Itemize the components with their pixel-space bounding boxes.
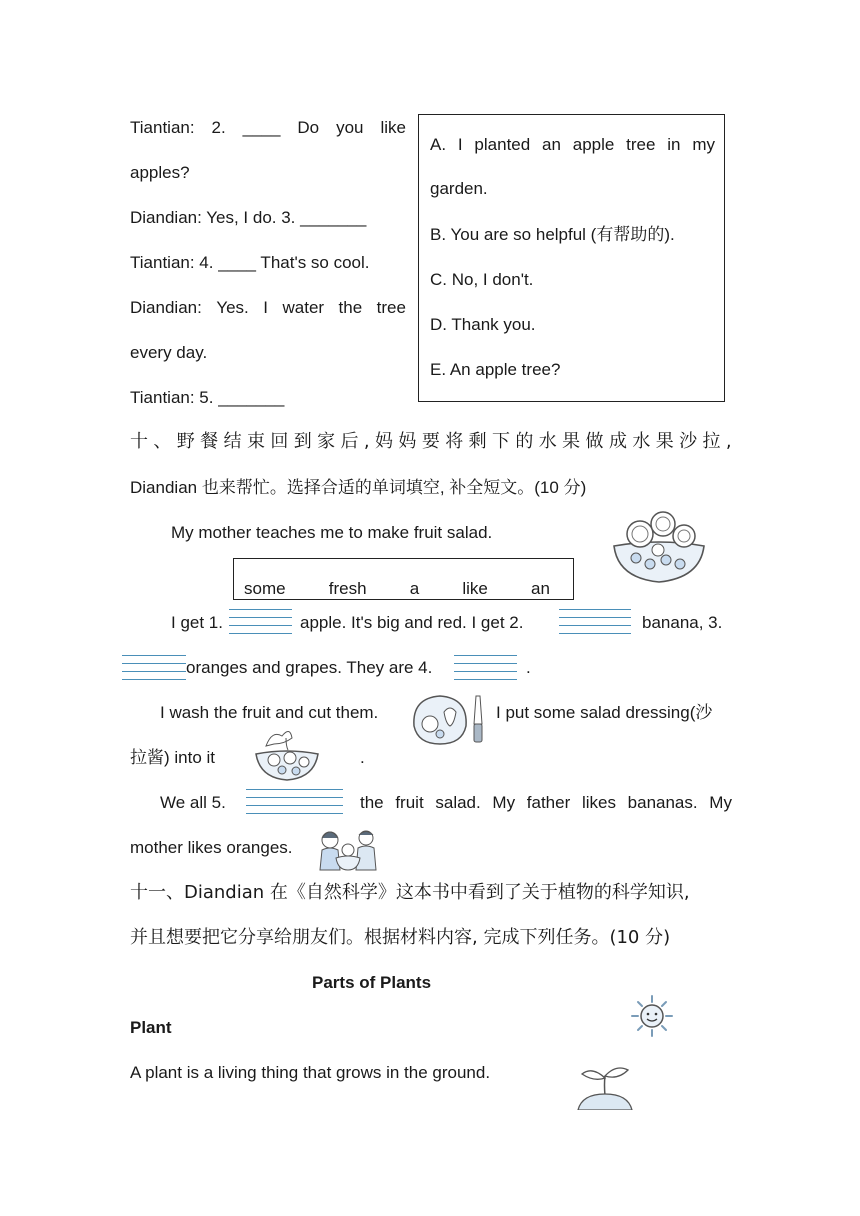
p1-text-c: banana, 3. xyxy=(642,613,723,632)
heading-char: 果 xyxy=(562,431,581,452)
dialogue-line-1b: apples? xyxy=(130,163,190,182)
cutting-fruit-image xyxy=(410,690,490,746)
heading-char: 、 xyxy=(153,431,172,452)
sprout-icon xyxy=(576,1064,634,1110)
heading-char: 成 xyxy=(608,431,627,452)
section11-heading-line1: 十一、Diandian 在《自然科学》这本书中看到了关于植物的科学知识, xyxy=(130,882,690,903)
word: tree xyxy=(376,298,406,317)
p1-text-e: . xyxy=(526,658,531,677)
p2-text-a: I wash the fruit and cut them. xyxy=(160,703,379,722)
blank-1[interactable] xyxy=(229,609,292,641)
word-bank-item[interactable]: like xyxy=(462,579,488,598)
word: I xyxy=(263,298,268,317)
heading-char: 做 xyxy=(585,431,604,452)
passage-title: Parts of Plants xyxy=(312,973,432,992)
word: My xyxy=(492,793,516,812)
heading-char: 到 xyxy=(293,431,312,452)
p2-text-c: 拉酱) into it xyxy=(130,748,216,767)
word-bank-item[interactable]: an xyxy=(531,579,550,598)
dialogue-line-4 xyxy=(130,285,406,330)
word: apple xyxy=(572,135,615,154)
heading-char: 回 xyxy=(270,431,289,452)
word: Do xyxy=(297,118,320,137)
word: planted xyxy=(474,135,531,154)
heading-char: 沙 xyxy=(679,431,698,452)
heading-char: , xyxy=(363,431,370,452)
option-d[interactable]: D. Thank you. xyxy=(430,315,536,334)
word: the xyxy=(338,298,363,317)
word: father xyxy=(526,793,571,812)
p3-text-a: We all 5. xyxy=(160,793,226,812)
salad-dressing-bowl-image xyxy=(252,724,322,782)
word: My xyxy=(709,793,732,812)
subhead-plant: Plant xyxy=(130,1018,172,1037)
heading-char: 野 xyxy=(176,431,195,452)
word: likes xyxy=(581,793,616,812)
blank-4[interactable] xyxy=(454,655,517,687)
heading-char: 水 xyxy=(632,431,651,452)
dialogue-line-3: Tiantian: 4. ____ That's so cool. xyxy=(130,253,370,272)
blank[interactable]: ____ xyxy=(242,118,281,137)
word: 2. xyxy=(211,118,226,137)
dialogue-line-2: Diandian: Yes, I do. 3. _______ xyxy=(130,208,367,227)
plant-definition: A plant is a living thing that grows in the ground. xyxy=(130,1063,491,1082)
p3-text-c: mother likes oranges. xyxy=(130,838,293,857)
heading-char: 后 xyxy=(340,431,359,452)
blank-3[interactable] xyxy=(122,655,186,687)
word: like xyxy=(380,118,406,137)
heading-char: 结 xyxy=(223,431,242,452)
dialogue-line-4b: every day. xyxy=(130,343,208,362)
word: in xyxy=(667,135,681,154)
heading-char: 拉 xyxy=(702,431,721,452)
sun-icon xyxy=(630,994,674,1038)
section10-intro: My mother teaches me to make fruit salad. xyxy=(171,523,493,542)
word: an xyxy=(542,135,561,154)
heading-char: 餐 xyxy=(200,431,219,452)
word: I xyxy=(457,135,463,154)
heading-char: 剩 xyxy=(468,431,487,452)
word: A. xyxy=(430,135,447,154)
section11-heading-line2: 并且想要把它分享给朋友们。根据材料内容, 完成下列任务。(10 分) xyxy=(130,927,671,948)
p1-text-d: oranges and grapes. They are 4. xyxy=(186,658,433,677)
word-bank-item[interactable]: fresh xyxy=(328,579,367,598)
word: fruit xyxy=(395,793,424,812)
p3-text-b xyxy=(360,780,732,825)
word: Tiantian: xyxy=(130,118,195,137)
heading-char: 要 xyxy=(421,431,440,452)
word: Yes. xyxy=(216,298,249,317)
dialogue-line-1 xyxy=(130,105,406,150)
word: water xyxy=(282,298,325,317)
heading-char: 家 xyxy=(317,431,336,452)
heading-char: 下 xyxy=(491,431,510,452)
word-bank-item[interactable]: some xyxy=(244,579,286,598)
heading-char: 十 xyxy=(130,431,148,452)
word: bananas. xyxy=(627,793,698,812)
blank-5[interactable] xyxy=(246,789,343,821)
section10-heading-line1 xyxy=(130,419,732,464)
family-eating-image xyxy=(318,826,378,872)
heading-char: , xyxy=(725,431,732,452)
heading-char: 妈 xyxy=(398,431,417,452)
p1-text-b: apple. It's big and red. I get 2. xyxy=(300,613,524,632)
heading-char: 妈 xyxy=(375,431,394,452)
heading-char: 水 xyxy=(538,431,557,452)
option-e[interactable]: E. An apple tree? xyxy=(430,360,561,379)
word: my xyxy=(692,135,715,154)
word: Diandian: xyxy=(130,298,202,317)
word: salad. xyxy=(435,793,481,812)
heading-char: 束 xyxy=(246,431,265,452)
heading-char: 果 xyxy=(655,431,674,452)
word: the xyxy=(360,793,384,812)
option-c[interactable]: C. No, I don't. xyxy=(430,270,534,289)
section10-heading-line2: Diandian 也来帮忙。选择合适的单词填空, 补全短文。(10 分) xyxy=(130,478,587,497)
p1-text-a: I get 1. xyxy=(171,613,223,632)
p2-text-b: I put some salad dressing(沙 xyxy=(496,703,713,722)
word: tree xyxy=(626,135,656,154)
blank-2[interactable] xyxy=(559,609,631,641)
heading-char: 将 xyxy=(445,431,464,452)
fruit-salad-bowl-image xyxy=(608,508,710,584)
p2-text-d: . xyxy=(360,748,365,767)
option-b[interactable]: B. You are so helpful (有帮助的). xyxy=(430,225,675,244)
word-bank-item[interactable]: a xyxy=(409,579,420,598)
heading-char: 的 xyxy=(515,431,534,452)
word: you xyxy=(336,118,364,137)
dialogue-line-5: Tiantian: 5. _______ xyxy=(130,388,285,407)
option-a-cont: garden. xyxy=(430,179,488,198)
option-a[interactable] xyxy=(430,122,715,167)
